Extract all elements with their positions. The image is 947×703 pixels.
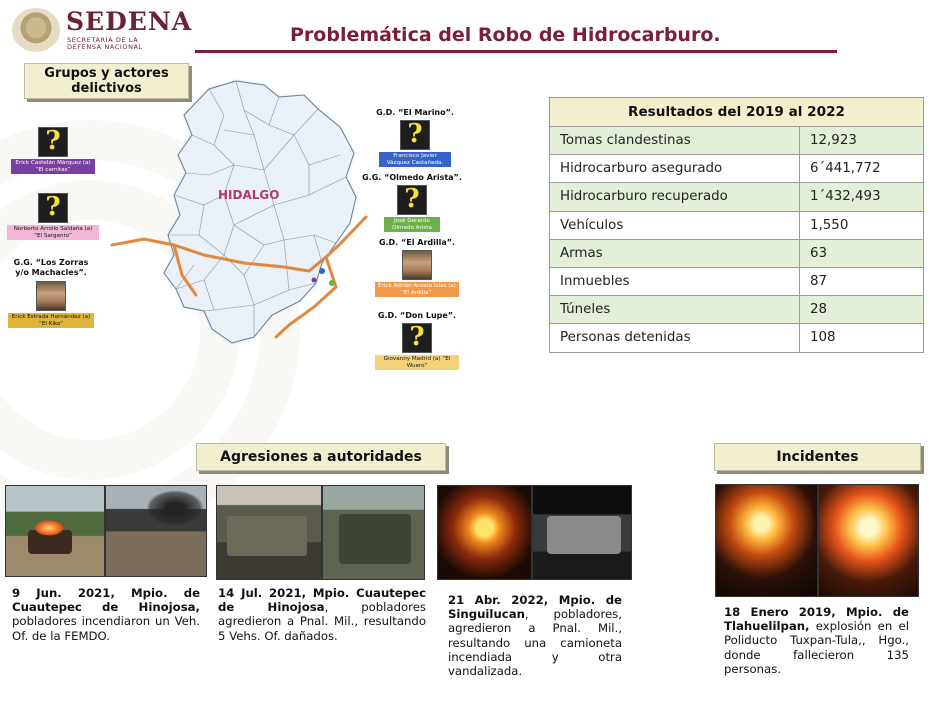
actor-group-name: G.G. “Olmedo Arista”. xyxy=(362,173,462,182)
table-row xyxy=(550,239,924,267)
actor-group-name: G.G. “Los Zorras y/o Machacles”. xyxy=(13,258,89,277)
actor-name-tag: Giovanny Madrid (a) “El Wuero” xyxy=(375,355,459,370)
row-value: 108 xyxy=(800,324,924,352)
org-sub-line1: SECRETARÍA DE LA xyxy=(67,36,139,44)
aggression-caption-2 xyxy=(218,586,426,643)
actor-name-tag: Erick Adrián Acosta Islas (a) “El Ardilla”. xyxy=(375,282,459,297)
row-value: 63 xyxy=(800,239,924,267)
incident-caption-1 xyxy=(724,605,909,676)
actor-name-tag: Erick Estrada Hernández (a) “El Kiko” xyxy=(8,313,94,328)
actor-card xyxy=(10,127,96,174)
actor-card xyxy=(7,193,99,240)
unknown-person-icon: ? xyxy=(402,323,432,353)
actor-card xyxy=(372,311,462,370)
actor-name-tag: Norberto Arrollo Saldaña (a) “El Sargento” xyxy=(7,225,99,240)
row-value: 28 xyxy=(800,296,924,324)
unknown-person-icon: ? xyxy=(400,120,430,150)
row-value: 12,923 xyxy=(800,127,924,155)
hidalgo-map-svg xyxy=(104,75,374,350)
map-marker-blue xyxy=(319,268,325,274)
incident-photo-explosion xyxy=(818,484,919,597)
actor-photo xyxy=(402,250,432,280)
title-divider xyxy=(195,50,837,53)
results-table xyxy=(549,97,924,353)
actor-group-name: G.D. “Don Lupe”. xyxy=(377,311,457,320)
incident-photo-pipeline-fire xyxy=(715,484,818,597)
table-row xyxy=(550,211,924,239)
caption-date-place: 9 Jun. 2021, Mpio. de Cuautepec de Hinojosa, xyxy=(12,586,200,615)
national-seal-logo xyxy=(12,8,60,52)
actor-card xyxy=(362,173,462,232)
row-value: 87 xyxy=(800,267,924,295)
org-sub-line2: DEFENSA NACIONAL xyxy=(67,43,143,51)
caption-date-place: 14 Jul. 2021, Mpio. Cuautepec de Hinojosa xyxy=(218,586,426,615)
caption-description: pobladores incendiaron un Veh. Of. de la FEMDO. xyxy=(12,614,200,643)
table-row xyxy=(550,267,924,295)
row-value: 6´441,772 xyxy=(800,155,924,183)
row-label: Túneles xyxy=(550,296,800,324)
map-state-label: HIDALGO xyxy=(218,188,280,202)
row-label: Personas detenidas xyxy=(550,324,800,352)
row-label: Inmuebles xyxy=(550,267,800,295)
incident-photo-night-fire xyxy=(437,485,532,580)
aggression-caption-3 xyxy=(448,593,622,678)
actor-name-tag: Francisco Javier Vázquez Castañeda. xyxy=(379,152,451,167)
unknown-person-icon: ? xyxy=(397,185,427,215)
aggressions-section-label xyxy=(196,443,446,471)
row-label: Vehículos xyxy=(550,211,800,239)
actor-name-tag: Erick Castelán Márquez (a) “El carnitas” xyxy=(11,159,95,174)
incident-photo-damaged-truck xyxy=(322,485,425,580)
actor-card xyxy=(8,258,94,328)
caption-description: explosión en el Poliducto Tuxpan-Tula,, Hgo., donde fallecieron 135 personas. xyxy=(724,619,909,676)
actor-photo xyxy=(36,281,66,311)
page-title: Problemática del Robo de Hidrocarburo. xyxy=(290,24,721,46)
caption-description: , pobladores agredieron a Pnal. Mil., resultando 5 Vehs. Of. dañados. xyxy=(218,600,426,643)
actor-card xyxy=(372,238,462,297)
incidents-section-label xyxy=(714,443,921,471)
row-value: 1´432,493 xyxy=(800,183,924,211)
caption-description: , pobladores, agredieron a Pnal. Mil., resultando una camioneta incendiada y otra vandalizada. xyxy=(448,607,622,679)
map-marker-green xyxy=(329,280,335,286)
actor-group-name: G.D. “El Ardilla”. xyxy=(378,238,456,247)
row-value: 1,550 xyxy=(800,211,924,239)
row-label: Hidrocarburo recuperado xyxy=(550,183,800,211)
table-row xyxy=(550,155,924,183)
actor-card xyxy=(370,108,460,167)
results-table-title: Resultados del 2019 al 2022 xyxy=(550,98,924,127)
unknown-person-icon: ? xyxy=(38,193,68,223)
caption-date-place: 21 Abr. 2022, Mpio. de Singuilucan xyxy=(448,593,622,622)
incident-photo-burning-vehicle xyxy=(5,485,105,577)
incident-photo-crowd-smoke xyxy=(105,485,207,577)
table-row xyxy=(550,296,924,324)
incidents-section-label-text: Incidentes xyxy=(776,449,859,465)
actor-group-name: G.D. “El Marino”. xyxy=(376,108,454,117)
aggression-caption-1 xyxy=(12,586,200,643)
incident-photo-soldiers-crowd xyxy=(216,485,322,580)
row-label: Hidrocarburo asegurado xyxy=(550,155,800,183)
map-marker-purple xyxy=(312,278,317,283)
actor-name-tag: José Gerardo Olmedo Arista xyxy=(384,217,440,232)
row-label: Tomas clandestinas xyxy=(550,127,800,155)
table-row xyxy=(550,324,924,352)
table-row xyxy=(550,183,924,211)
aggressions-section-label-text: Agresiones a autoridades xyxy=(220,449,422,465)
caption-date-place: 18 Enero 2019, Mpio. de Tlahuelilpan, xyxy=(724,605,909,634)
table-row xyxy=(550,127,924,155)
row-label: Armas xyxy=(550,239,800,267)
hidalgo-map xyxy=(104,75,374,350)
org-name: SEDENA xyxy=(66,7,193,36)
groups-section-label-text: Grupos y actores delictivos xyxy=(44,66,169,96)
incident-photo-vandalized-truck xyxy=(532,485,632,580)
unknown-person-icon: ? xyxy=(38,127,68,157)
